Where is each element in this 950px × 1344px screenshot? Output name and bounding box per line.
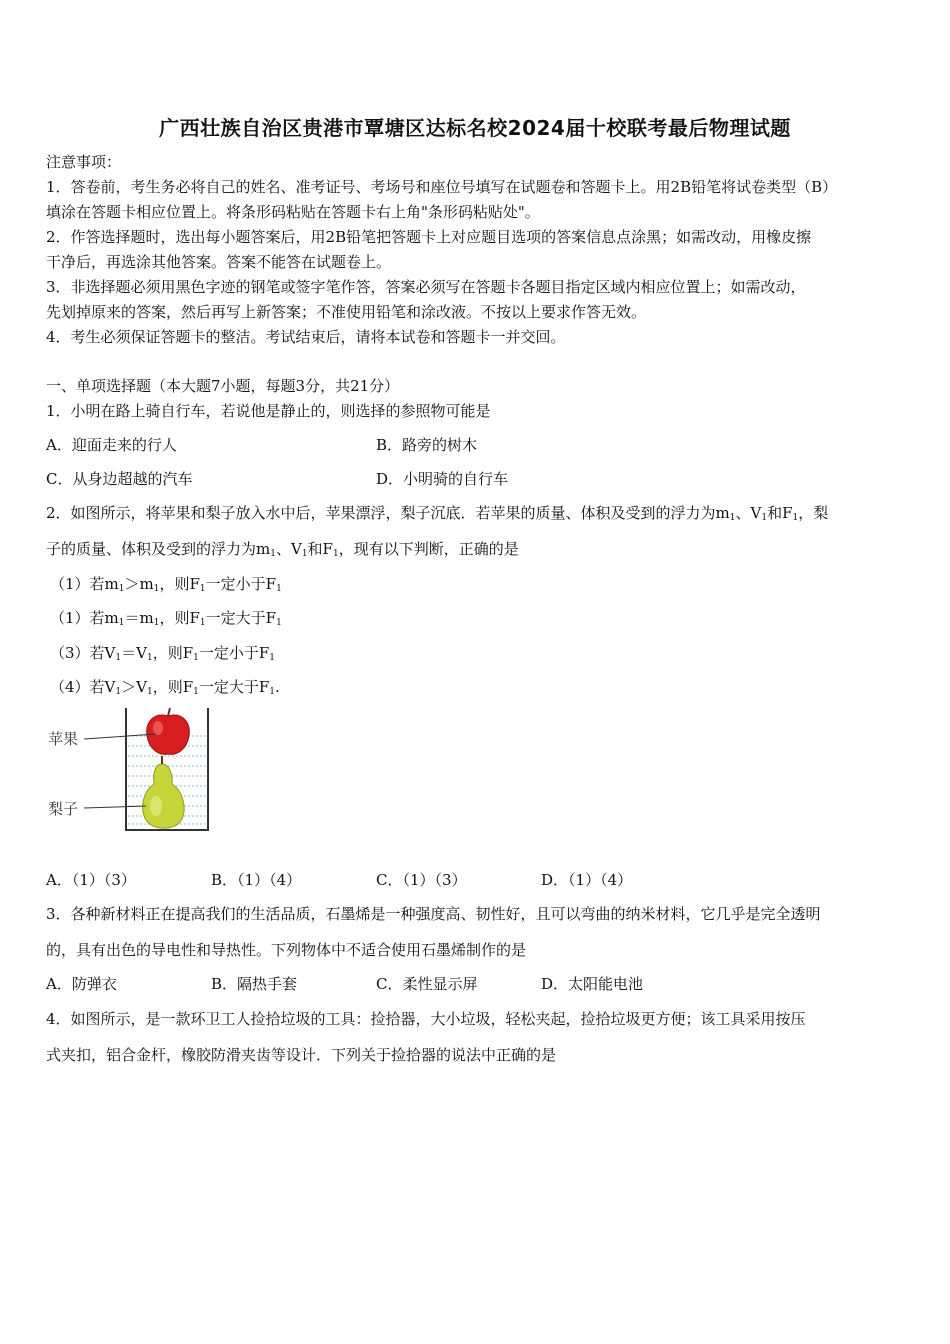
text: ＞m [124, 575, 154, 593]
q2-judgement-4 [50, 677, 280, 702]
subscript: 1 [115, 653, 122, 663]
question-4-stem-line2: 式夹扣，铝合金杆，橡胶防滑夹齿等设计．下列关于捡拾器的说法中正确的是 [46, 1046, 557, 1064]
text: ，则F [159, 609, 200, 627]
subscript: 1 [276, 618, 282, 628]
question-1-stem: 1．小明在路上骑自行车，若说他是静止的，则选择的参照物可能是 [46, 402, 491, 420]
subscript: 1 [115, 687, 122, 697]
subscript: 1 [276, 584, 282, 594]
text: . [275, 678, 280, 696]
q1-option-c: C．从身边超越的汽车 [46, 470, 193, 488]
subscript: 1 [193, 687, 199, 697]
notice-line: 填涂在答题卡相应位置上。将条形码粘贴在答题卡右上角"条形码粘贴处"。 [46, 203, 540, 221]
text: ，则F [152, 678, 194, 696]
text: ＝V [121, 644, 147, 662]
q1-option-d: D．小明骑的自行车 [376, 470, 509, 488]
q2-option-b: B．（1）（4） [211, 871, 302, 889]
text: ＝m [124, 609, 154, 627]
section-heading: 一、单项选择题（本大题7小题，每题3分，共21分） [46, 377, 400, 395]
subscript: 1 [269, 653, 276, 663]
notice-line: 3．非选择题必须用黑色字迹的钢笔或签字笔作答，答案必须写在答题卡各题目指定区域内相应位置上；如需改动， [46, 278, 806, 296]
notice-line: 1．答卷前，考生务必将自己的姓名、准考证号、考场号和座位号填写在试题卷和答题卡上。用2B铅笔将试卷类型（B） [46, 178, 838, 196]
text: （1）若m [50, 609, 119, 627]
notice-heading: 注意事项： [46, 153, 122, 171]
q3-option-a: A．防弹衣 [46, 975, 117, 993]
q3-option-b: B．隔热手套 [211, 975, 298, 993]
text: ，梨 [798, 504, 829, 522]
text: 一定小于F [205, 575, 277, 593]
subscript: 1 [332, 549, 339, 559]
question-2-stem-line2 [46, 539, 519, 564]
question-4-stem-line1: 4．如图所示，是一款环卫工人捡拾垃圾的工具：捡拾器，大小垃圾，轻松夹起，捡拾垃圾更方便；该工具采用按压 [46, 1010, 806, 1028]
q2-option-d: D．（1）（4） [541, 871, 633, 889]
text: 、V [735, 504, 762, 522]
q3-option-c: C．柔性显示屏 [376, 975, 478, 993]
subscript: 1 [269, 687, 276, 697]
q2-option-c: C．（1）（3） [376, 871, 467, 889]
question-3-stem-line2: 的，具有出色的导电性和导热性。下列物体中不适合使用石墨烯制作的是 [46, 941, 527, 959]
subscript: 1 [146, 687, 153, 697]
text: （1）若m [50, 575, 119, 593]
apple-icon [147, 708, 190, 754]
q3-option-d: D．太阳能电池 [541, 975, 644, 993]
text: 一定大于F [198, 678, 270, 696]
apple-pear-water-figure [46, 706, 216, 836]
text: 一定大于F [205, 609, 277, 627]
pear-icon [143, 756, 184, 828]
subscript: 1 [792, 513, 799, 523]
pear-label: 梨子 [48, 800, 79, 818]
text: 、V [275, 540, 302, 558]
subscript: 1 [118, 584, 125, 594]
subscript: 1 [761, 513, 768, 523]
page-title: 广西壮族自治区贵港市覃塘区达标名校2024届十校联考最后物理试题 [159, 116, 791, 140]
text: ＞V [121, 678, 147, 696]
question-3-stem-line1: 3．各种新材料正在提高我们的生活品质，石墨烯是一种强度高、韧性好，且可以弯曲的纳米材料，它几乎是完全透明 [46, 905, 821, 923]
notice-line: 2．作答选择题时，选出每小题答案后，用2B铅笔把答题卡上对应题目选项的答案信息点涂黑；如需改动，用橡皮擦 [46, 228, 812, 246]
pear-leader-line [84, 806, 146, 808]
text: 一定小于F [198, 644, 270, 662]
text: （3）若V [50, 644, 116, 662]
notice-line: 先划掉原来的答案，然后再写上新答案；不准使用铅笔和涂改液。不按以上要求作答无效。 [46, 303, 647, 321]
apple-label: 苹果 [48, 730, 79, 748]
subscript: 1 [729, 513, 736, 523]
subscript: 1 [199, 584, 206, 594]
notice-line: 干净后，再选涂其他答案。答案不能答在试题卷上。 [46, 253, 392, 271]
notice-line: 4．考生必须保证答题卡的整洁。考试结束后，请将本试卷和答题卡一并交回。 [46, 328, 566, 346]
text: （4）若V [50, 678, 116, 696]
subscript: 1 [193, 653, 199, 663]
q1-option-a: A．迎面走来的行人 [46, 436, 177, 454]
subscript: 1 [270, 549, 276, 559]
q2-judgement-1 [50, 574, 282, 599]
subscript: 1 [301, 549, 308, 559]
question-2-stem-line1 [46, 503, 828, 528]
text: ，现有以下判断，正确的是 [338, 540, 519, 558]
text: ，则F [152, 644, 194, 662]
text: 2．如图所示，将苹果和梨子放入水中后，苹果漂浮，梨子沉底．若苹果的质量、体积及受到的浮力为m [46, 504, 730, 522]
q2-judgement-3 [50, 643, 275, 668]
text: ，则F [159, 575, 200, 593]
subscript: 1 [118, 618, 125, 628]
q1-option-b: B．路旁的树木 [376, 436, 478, 454]
subscript: 1 [146, 653, 153, 663]
subscript: 1 [153, 618, 160, 628]
q2-judgement-2 [50, 608, 282, 633]
text: 和F [767, 504, 793, 522]
text: 和F [307, 540, 333, 558]
subscript: 1 [153, 584, 160, 594]
subscript: 1 [199, 618, 206, 628]
text: 子的质量、体积及受到的浮力为m [46, 540, 271, 558]
q2-option-a: A．（1）（3） [46, 871, 136, 889]
